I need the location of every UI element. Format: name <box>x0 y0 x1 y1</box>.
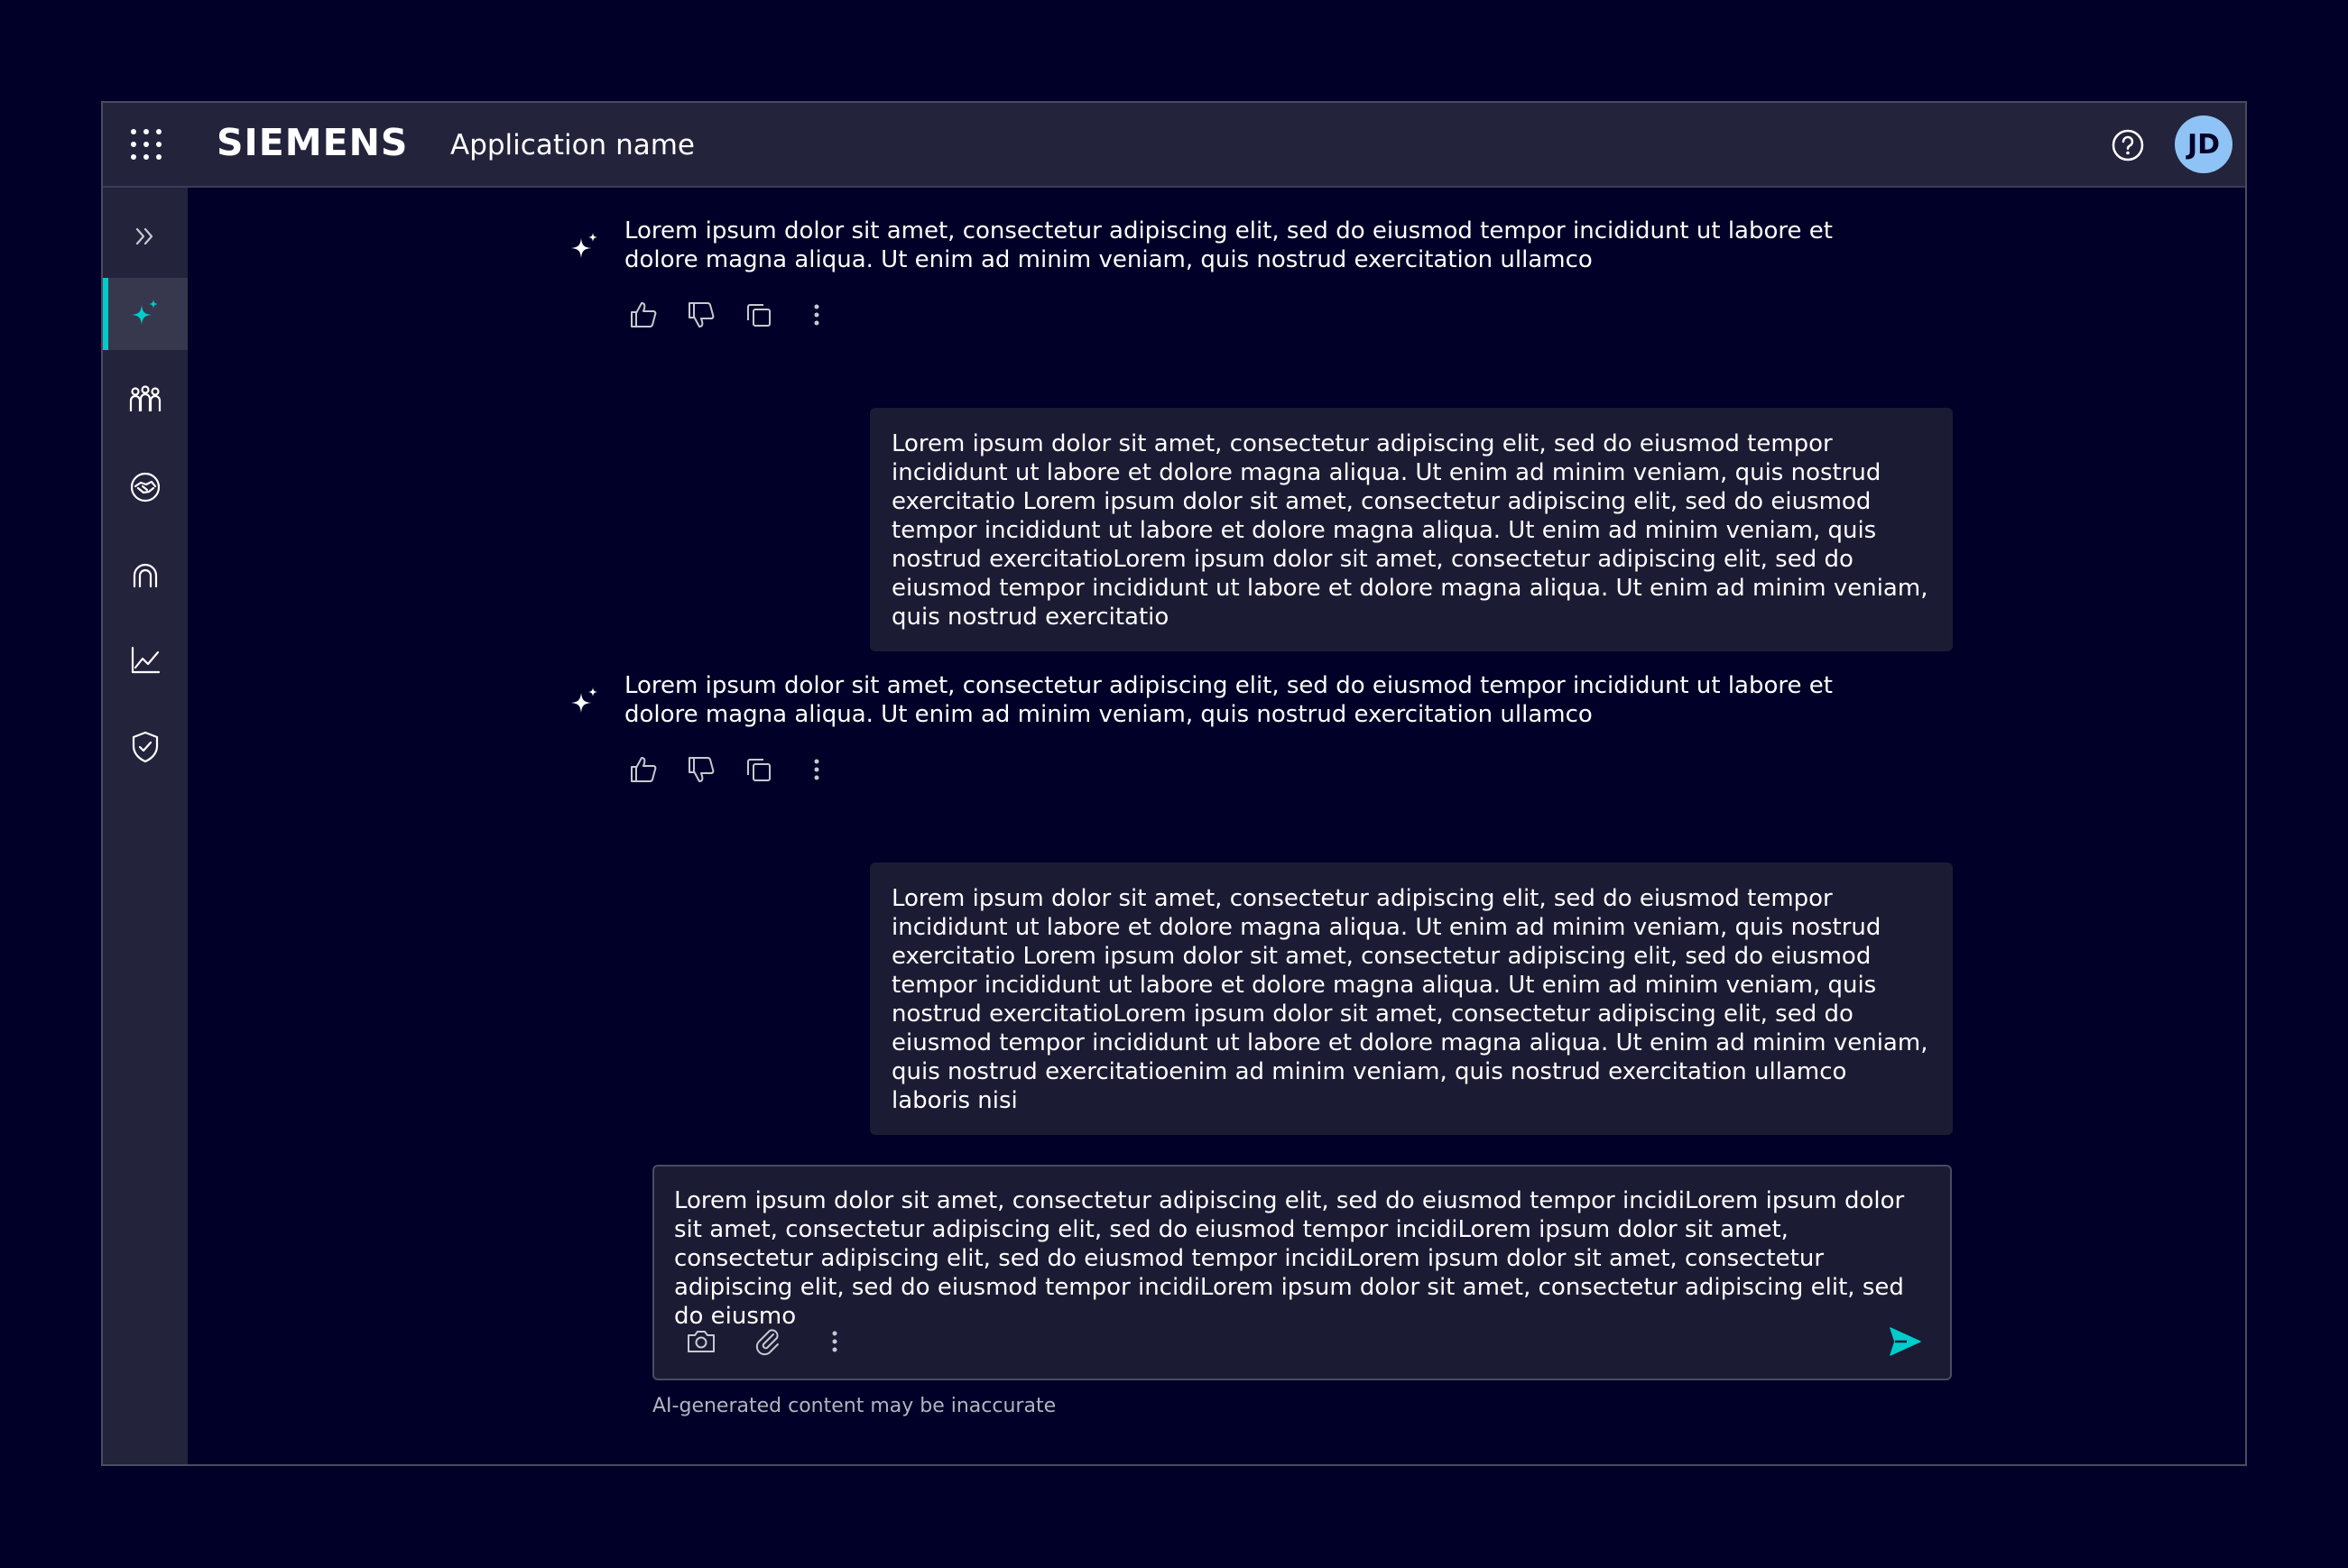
thumbs-up-button[interactable] <box>624 751 662 789</box>
thumbs-down-icon <box>686 300 716 330</box>
top-bar <box>103 103 2245 188</box>
ai-message-text: Lorem ipsum dolor sit amet, consectetur adipiscing elit, sed do eiusmod tempor incididunt ut labore et dolore magna aliqua. Ut enim ad minim veniam, quis nostrud exercitation ullamco <box>624 672 1833 728</box>
ai-sparkle-icon <box>127 296 163 332</box>
sidebar-item-users[interactable] <box>103 364 188 437</box>
thumbs-down-icon <box>686 754 716 785</box>
more-vertical-icon <box>818 1325 851 1358</box>
user-message-text: Lorem ipsum dolor sit amet, consectetur adipiscing elit, sed do eiusmod tempor incididunt ut labore et dolore magna aliqua. Ut enim ad minim veniam, quis nostrud exercitatio Lorem ipsum dolor sit amet, consectetur adipiscing elit, sed do eiusmod tempor incididunt ut labore et dolore magna aliqua. Ut enim ad minim veniam, quis nostrud exercitatioLorem ipsum dolor sit amet, consectetur adipiscing elit, sed do eiusmod tempor incididunt ut labore et dolore magna aliqua. Ut enim ad minim veniam, quis nostrud exercitatio <box>892 430 1928 631</box>
thumbs-down-button[interactable] <box>682 751 720 789</box>
composer-toolbar <box>681 1322 855 1361</box>
more-vertical-icon <box>801 300 832 330</box>
message-actions <box>624 296 836 334</box>
double-chevron-right-icon <box>131 222 160 251</box>
thumbs-up-button[interactable] <box>624 296 662 334</box>
handshake-icon <box>127 469 163 505</box>
ai-message <box>567 217 1866 343</box>
more-vertical-icon <box>801 754 832 785</box>
chat-area <box>188 188 2245 1464</box>
maintenance-icon <box>127 556 163 592</box>
sidebar-item-ai-assistant[interactable] <box>103 278 188 350</box>
app-launcher-icon[interactable] <box>128 126 164 162</box>
thumbs-up-icon <box>628 754 659 785</box>
sidebar-item-maintenance[interactable] <box>103 538 188 610</box>
copy-icon <box>744 754 774 785</box>
thumbs-down-button[interactable] <box>682 296 720 334</box>
users-icon <box>127 383 163 419</box>
more-options-button[interactable] <box>798 296 836 334</box>
trend-chart-icon <box>127 642 163 678</box>
sidebar <box>103 188 188 1464</box>
sidebar-item-partners[interactable] <box>103 451 188 523</box>
ai-message <box>567 671 1866 798</box>
user-message <box>870 862 1953 1135</box>
copy-button[interactable] <box>740 751 778 789</box>
send-button[interactable] <box>1885 1322 1925 1361</box>
ai-sparkle-icon <box>567 229 603 265</box>
sidebar-expand-button[interactable] <box>103 200 188 272</box>
message-actions <box>624 751 836 789</box>
camera-icon <box>685 1325 717 1358</box>
sidebar-item-security[interactable] <box>103 711 188 783</box>
sidebar-item-analytics[interactable] <box>103 624 188 696</box>
paperclip-icon <box>752 1325 784 1358</box>
user-message <box>870 408 1953 651</box>
attach-button[interactable] <box>748 1322 788 1361</box>
brand-logo: SIEMENS <box>217 121 409 164</box>
send-icon <box>1887 1324 1923 1360</box>
ai-sparkle-icon <box>567 684 603 720</box>
composer-more-button[interactable] <box>815 1322 855 1361</box>
thumbs-up-icon <box>628 300 659 330</box>
shield-check-icon <box>127 729 163 765</box>
copy-button[interactable] <box>740 296 778 334</box>
ai-message-text: Lorem ipsum dolor sit amet, consectetur adipiscing elit, sed do eiusmod tempor incididunt ut labore et dolore magna aliqua. Ut enim ad minim veniam, quis nostrud exercitation ullamco <box>624 217 1833 273</box>
copy-icon <box>744 300 774 330</box>
app-window <box>101 101 2247 1466</box>
message-composer[interactable] <box>652 1165 1952 1380</box>
composer-input[interactable]: Lorem ipsum dolor sit amet, consectetur adipiscing elit, sed do eiusmod tempor incidiLorem ipsum dolor sit amet, consectetur adipiscing elit, sed do eiusmod tempor incidiLorem ipsum dolor sit amet, consectetur adipiscing elit, sed do eiusmod tempor incidiLorem ipsum dolor sit amet, consectetur adipiscing elit, sed do eiusmod tempor incidiLorem ipsum dolor sit amet, consectetur adipiscing elit, sed do eiusmo <box>674 1187 1905 1330</box>
user-message-text: Lorem ipsum dolor sit amet, consectetur adipiscing elit, sed do eiusmod tempor incididunt ut labore et dolore magna aliqua. Ut enim ad minim veniam, quis nostrud exercitatio Lorem ipsum dolor sit amet, consectetur adipiscing elit, sed do eiusmod tempor incididunt ut labore et dolore magna aliqua. Ut enim ad minim veniam, quis nostrud exercitatioLorem ipsum dolor sit amet, consectetur adipiscing elit, sed do eiusmod tempor incididunt ut labore et dolore magna aliqua. Ut enim ad minim veniam, quis nostrud exercitatioenim ad minim veniam, quis nostrud exercitation ullamco laboris nisi <box>892 885 1928 1114</box>
more-options-button[interactable] <box>798 751 836 789</box>
camera-button[interactable] <box>681 1322 721 1361</box>
app-name: Application name <box>450 129 695 161</box>
ai-disclaimer: AI-generated content may be inaccurate <box>652 1395 1057 1417</box>
avatar[interactable]: JD <box>2175 115 2232 173</box>
help-icon[interactable] <box>2110 127 2146 163</box>
